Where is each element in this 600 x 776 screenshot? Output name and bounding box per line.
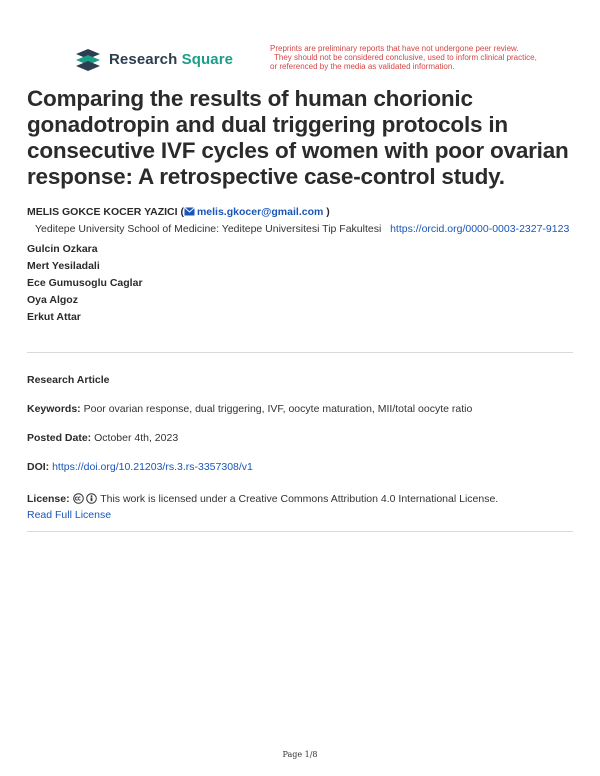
- notice-line: or referenced by the media as validated information.: [270, 62, 455, 71]
- page-number: Page 1/8: [282, 750, 318, 759]
- keywords-label: Keywords:: [27, 403, 81, 415]
- affiliation: [27, 222, 577, 237]
- notice-line: Preprints are preliminary reports that have not undergone peer review.: [270, 44, 519, 53]
- divider: [27, 531, 573, 532]
- posted-date-value: October 4th, 2023: [94, 432, 179, 444]
- author-block: [27, 206, 577, 326]
- orcid-link[interactable]: https://orcid.org/0000-0003-2327-9123: [390, 223, 570, 235]
- notice-line: They should not be considered conclusive, used to inform clinical practice,: [274, 53, 537, 62]
- attribution-icon: [86, 493, 97, 504]
- license: [27, 491, 577, 523]
- research-square-logo-icon: [74, 47, 102, 71]
- doi-label: DOI:: [27, 461, 50, 473]
- coauthor: Ece Gumusoglu Caglar: [27, 277, 143, 289]
- divider: [27, 352, 573, 353]
- preprint-notice: [270, 44, 570, 71]
- posted-date: [27, 432, 577, 444]
- affiliation-text: Yeditepe University School of Medicine: Yeditepe Universitesi Tip Fakultesi: [35, 223, 382, 235]
- posted-date-label: Posted Date:: [27, 432, 92, 444]
- open-paren: (: [180, 206, 184, 218]
- doi: [27, 461, 577, 473]
- article-type-label: Research Article: [27, 374, 110, 386]
- coauthor: Erkut Attar: [27, 311, 81, 323]
- keywords-value: Poor ovarian response, dual triggering, IVF, oocyte maturation, MII/total oocyte ratio: [83, 403, 473, 415]
- article-type: [27, 374, 577, 386]
- paper-title: Comparing the results of human chorionic gonadotropin and dual triggering protocols in consecutive IVF cycles of women with poor ovarian response: A retrospective case-control study.: [27, 86, 569, 189]
- coauthor-list: [27, 241, 577, 326]
- envelope-icon: [184, 207, 195, 216]
- coauthor: Oya Algoz: [27, 294, 78, 306]
- license-label: License:: [27, 493, 70, 505]
- logo-text: [109, 51, 233, 68]
- header: [0, 0, 600, 80]
- coauthor: Gulcin Ozkara: [27, 243, 98, 255]
- research-square-logo[interactable]: [74, 47, 233, 71]
- close-paren: ): [326, 206, 330, 218]
- author-name: MELIS GOKCE KOCER YAZICI: [27, 206, 178, 218]
- author-email-link[interactable]: melis.gkocer@gmail.com: [196, 206, 324, 218]
- logo-text-square: Square: [181, 50, 234, 68]
- doi-link[interactable]: https://doi.org/10.21203/rs.3.rs-3357308/v1: [52, 461, 253, 473]
- logo-text-research: Research: [109, 50, 178, 68]
- read-full-license-link[interactable]: Read Full License: [27, 509, 112, 521]
- corresponding-author: [27, 206, 577, 218]
- license-text: This work is licensed under a Creative Commons Attribution 4.0 International License.: [100, 493, 499, 505]
- keywords: [27, 403, 577, 415]
- creative-commons-icon: [73, 493, 84, 504]
- coauthor: Mert Yesiladali: [27, 260, 100, 272]
